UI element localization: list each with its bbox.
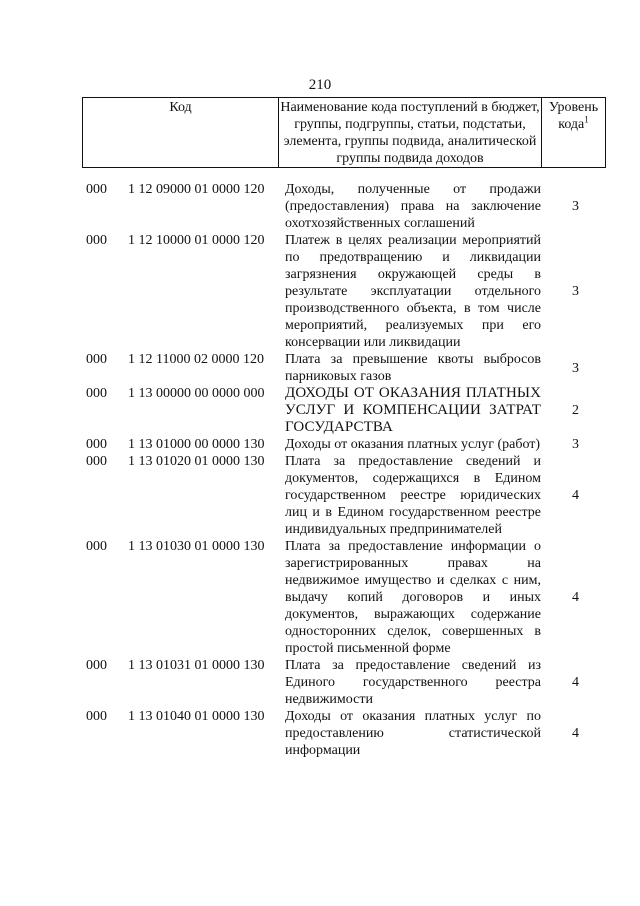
row-name: Плата за предоставление сведений из Единого государственного реестра недвижимости: [285, 658, 541, 707]
row-prefix: 000: [86, 454, 107, 469]
row-name: Плата за превышение квоты выбросов парниковых газов: [285, 352, 541, 384]
row-prefix: 000: [86, 386, 107, 401]
row-code: 1 12 11000 02 0000 120: [128, 352, 264, 367]
row-name: Доходы от оказания платных услуг (работ): [285, 437, 541, 452]
row-prefix: 000: [86, 352, 107, 367]
row-prefix: 000: [86, 182, 107, 197]
table-row: [86, 453, 606, 538]
row-name: Доходы, полученные от продажи (предоставления) права на заключение охотхозяйственных соглашений: [285, 182, 541, 231]
table-row: [86, 436, 606, 453]
row-code: 1 13 01030 01 0000 130: [128, 539, 265, 554]
row-code: 1 12 10000 01 0000 120: [128, 233, 265, 248]
row-code: 1 13 01040 01 0000 130: [128, 709, 265, 724]
row-level: 3: [572, 360, 579, 376]
row-prefix: 000: [86, 539, 107, 554]
header-level-label: Уровень кода: [548, 100, 599, 132]
table-row: [86, 657, 606, 708]
row-level: 3: [572, 284, 579, 299]
row-level: 4: [572, 488, 579, 503]
row-name: Плата за предоставление информации о зарегистрированных правах на недвижимое имущество и сделках с ним, выдачу копий договоров и иных документов, выражающих содержание односторонних сделок, совершенных в простой письменной форме: [285, 539, 541, 656]
table-row: [86, 351, 606, 385]
row-code: 1 13 01000 00 0000 130: [128, 437, 265, 452]
header-level-footnote: 1: [584, 114, 589, 125]
row-code: 1 12 09000 01 0000 120: [128, 182, 265, 197]
row-level: 3: [572, 199, 579, 214]
row-prefix: 000: [86, 709, 107, 724]
table-row: [86, 181, 606, 232]
row-level: 4: [572, 726, 579, 741]
table-header: [82, 97, 606, 168]
table-row: [86, 538, 606, 657]
row-name: Платеж в целях реализации мероприятий по предотвращению и ликвидации загрязнения окружающей среды в результате эксплуатации отдельного производственного объекта, в том числе мероприятий, реализуемых при его консервации или ликвидации: [285, 233, 541, 350]
header-code: Код: [83, 98, 279, 167]
page-number: 210: [308, 77, 332, 93]
row-level: 4: [572, 590, 579, 605]
row-code: 1 13 01031 01 0000 130: [128, 658, 265, 673]
header-name: Наименование кода поступлений в бюджет, группы, подгруппы, статьи, подстатьи, элемента, группы подвида, аналитической группы подвида доходов: [279, 98, 542, 167]
row-prefix: 000: [86, 437, 107, 452]
row-level: 4: [572, 675, 579, 690]
table-body: [86, 181, 606, 759]
row-code: 1 13 00000 00 0000 000: [128, 386, 265, 401]
table-row: [86, 232, 606, 351]
row-prefix: 000: [86, 233, 107, 248]
header-level: [542, 98, 605, 167]
table-row: [86, 385, 606, 436]
table-row: [86, 708, 606, 759]
row-name: ДОХОДЫ ОТ ОКАЗАНИЯ ПЛАТНЫХ УСЛУГ И КОМПЕНСАЦИИ ЗАТРАТ ГОСУДАРСТВА: [285, 385, 541, 435]
row-name: Плата за предоставление сведений и документов, содержащихся в Едином государственном реестре юридических лиц и в Едином государственном реестре индивидуальных предпринимателей: [285, 454, 541, 537]
row-code: 1 13 01020 01 0000 130: [128, 454, 265, 469]
row-level: 2: [572, 403, 579, 418]
row-level: 3: [572, 437, 579, 452]
row-prefix: 000: [86, 658, 107, 673]
row-name: Доходы от оказания платных услуг по предоставлению статистической информации: [285, 709, 541, 758]
